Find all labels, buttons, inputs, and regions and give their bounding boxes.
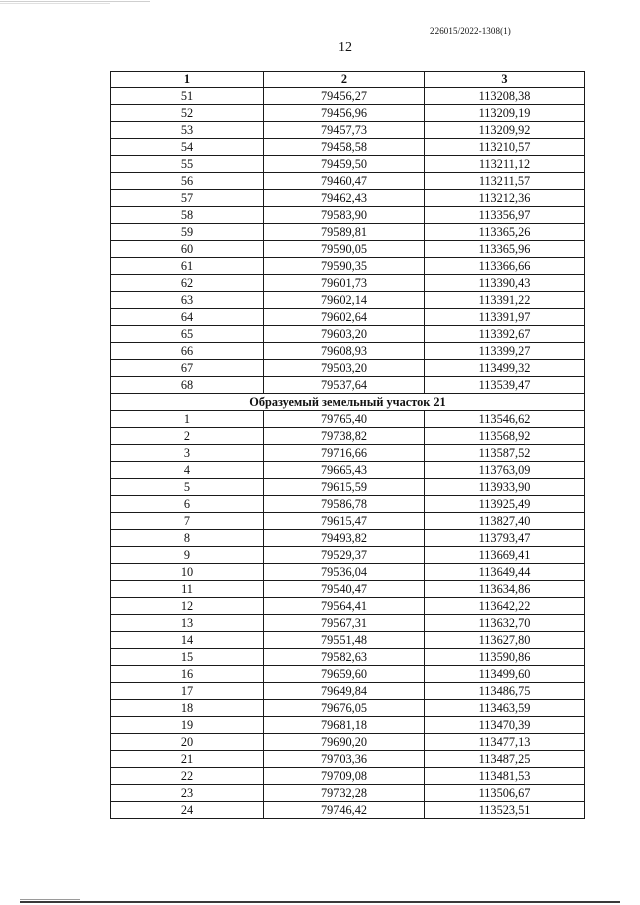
table-row (111, 717, 585, 734)
point-number-cell: 66 (111, 343, 264, 360)
table-row (111, 496, 585, 513)
point-number-cell: 6 (111, 496, 264, 513)
x-coordinate-cell: 79551,48 (264, 632, 425, 649)
table-row (111, 241, 585, 258)
x-coordinate-cell: 79456,27 (264, 88, 425, 105)
y-coordinate-cell: 113399,27 (425, 343, 585, 360)
x-coordinate-cell: 79460,47 (264, 173, 425, 190)
x-coordinate-cell: 79746,42 (264, 802, 425, 819)
y-coordinate-cell: 113390,43 (425, 275, 585, 292)
table-row (111, 547, 585, 564)
y-coordinate-cell: 113481,53 (425, 768, 585, 785)
table-row (111, 326, 585, 343)
y-coordinate-cell: 113391,97 (425, 309, 585, 326)
table-row (111, 530, 585, 547)
column-header: 2 (264, 72, 425, 88)
x-coordinate-cell: 79665,43 (264, 462, 425, 479)
point-number-cell: 61 (111, 258, 264, 275)
point-number-cell: 4 (111, 462, 264, 479)
y-coordinate-cell: 113506,67 (425, 785, 585, 802)
table-row (111, 666, 585, 683)
x-coordinate-cell: 79676,05 (264, 700, 425, 717)
point-number-cell: 58 (111, 207, 264, 224)
table-row (111, 224, 585, 241)
page-number: 12 (338, 40, 352, 55)
x-coordinate-cell: 79716,66 (264, 445, 425, 462)
x-coordinate-cell: 79615,59 (264, 479, 425, 496)
table-row (111, 139, 585, 156)
point-number-cell: 57 (111, 190, 264, 207)
x-coordinate-cell: 79649,84 (264, 683, 425, 700)
table-header-row (111, 72, 585, 88)
table-row (111, 700, 585, 717)
table-row (111, 173, 585, 190)
table-row (111, 632, 585, 649)
y-coordinate-cell: 113669,41 (425, 547, 585, 564)
y-coordinate-cell: 113477,13 (425, 734, 585, 751)
y-coordinate-cell: 113487,25 (425, 751, 585, 768)
point-number-cell: 54 (111, 139, 264, 156)
x-coordinate-cell: 79493,82 (264, 530, 425, 547)
x-coordinate-cell: 79537,64 (264, 377, 425, 394)
x-coordinate-cell: 79586,78 (264, 496, 425, 513)
x-coordinate-cell: 79459,50 (264, 156, 425, 173)
x-coordinate-cell: 79462,43 (264, 190, 425, 207)
table-row (111, 292, 585, 309)
table-row (111, 343, 585, 360)
table-row (111, 190, 585, 207)
point-number-cell: 65 (111, 326, 264, 343)
y-coordinate-cell: 113499,60 (425, 666, 585, 683)
table-row (111, 462, 585, 479)
section-title: Образуемый земельный участок 21 (111, 394, 585, 411)
point-number-cell: 14 (111, 632, 264, 649)
table-row (111, 802, 585, 819)
table-row (111, 360, 585, 377)
x-coordinate-cell: 79503,20 (264, 360, 425, 377)
x-coordinate-cell: 79738,82 (264, 428, 425, 445)
y-coordinate-cell: 113793,47 (425, 530, 585, 547)
table-row (111, 734, 585, 751)
x-coordinate-cell: 79608,93 (264, 343, 425, 360)
section-row (111, 394, 585, 411)
top-scan-edge (0, 0, 640, 6)
point-number-cell: 16 (111, 666, 264, 683)
table-body (111, 88, 585, 819)
x-coordinate-cell: 79615,47 (264, 513, 425, 530)
table-row (111, 785, 585, 802)
point-number-cell: 19 (111, 717, 264, 734)
x-coordinate-cell: 79583,90 (264, 207, 425, 224)
table-row (111, 598, 585, 615)
y-coordinate-cell: 113627,80 (425, 632, 585, 649)
y-coordinate-cell: 113933,90 (425, 479, 585, 496)
point-number-cell: 22 (111, 768, 264, 785)
y-coordinate-cell: 113212,36 (425, 190, 585, 207)
y-coordinate-cell: 113523,51 (425, 802, 585, 819)
y-coordinate-cell: 113827,40 (425, 513, 585, 530)
point-number-cell: 5 (111, 479, 264, 496)
x-coordinate-cell: 79602,64 (264, 309, 425, 326)
y-coordinate-cell: 113632,70 (425, 615, 585, 632)
point-number-cell: 55 (111, 156, 264, 173)
y-coordinate-cell: 113209,92 (425, 122, 585, 139)
x-coordinate-cell: 79564,41 (264, 598, 425, 615)
x-coordinate-cell: 79603,20 (264, 326, 425, 343)
point-number-cell: 20 (111, 734, 264, 751)
x-coordinate-cell: 79456,96 (264, 105, 425, 122)
point-number-cell: 56 (111, 173, 264, 190)
y-coordinate-cell: 113365,26 (425, 224, 585, 241)
x-coordinate-cell: 79457,73 (264, 122, 425, 139)
x-coordinate-cell: 79590,35 (264, 258, 425, 275)
y-coordinate-cell: 113649,44 (425, 564, 585, 581)
x-coordinate-cell: 79602,14 (264, 292, 425, 309)
point-number-cell: 10 (111, 564, 264, 581)
table-row (111, 564, 585, 581)
x-coordinate-cell: 79536,04 (264, 564, 425, 581)
point-number-cell: 51 (111, 88, 264, 105)
table-row (111, 122, 585, 139)
table-row (111, 156, 585, 173)
y-coordinate-cell: 113208,38 (425, 88, 585, 105)
point-number-cell: 59 (111, 224, 264, 241)
point-number-cell: 53 (111, 122, 264, 139)
point-number-cell: 15 (111, 649, 264, 666)
table-row (111, 207, 585, 224)
point-number-cell: 1 (111, 411, 264, 428)
y-coordinate-cell: 113211,57 (425, 173, 585, 190)
y-coordinate-cell: 113587,52 (425, 445, 585, 462)
x-coordinate-cell: 79589,81 (264, 224, 425, 241)
document-id: 226015/2022-1308(1) (430, 26, 511, 36)
y-coordinate-cell: 113546,62 (425, 411, 585, 428)
table-row (111, 649, 585, 666)
table-row (111, 275, 585, 292)
point-number-cell: 9 (111, 547, 264, 564)
point-number-cell: 12 (111, 598, 264, 615)
point-number-cell: 52 (111, 105, 264, 122)
point-number-cell: 17 (111, 683, 264, 700)
table-row (111, 683, 585, 700)
table-row (111, 258, 585, 275)
point-number-cell: 63 (111, 292, 264, 309)
table-row (111, 105, 585, 122)
point-number-cell: 2 (111, 428, 264, 445)
point-number-cell: 64 (111, 309, 264, 326)
y-coordinate-cell: 113211,12 (425, 156, 585, 173)
y-coordinate-cell: 113539,47 (425, 377, 585, 394)
table-row (111, 377, 585, 394)
point-number-cell: 21 (111, 751, 264, 768)
x-coordinate-cell: 79765,40 (264, 411, 425, 428)
y-coordinate-cell: 113209,19 (425, 105, 585, 122)
point-number-cell: 13 (111, 615, 264, 632)
table-row (111, 445, 585, 462)
x-coordinate-cell: 79601,73 (264, 275, 425, 292)
table-row (111, 309, 585, 326)
y-coordinate-cell: 113470,39 (425, 717, 585, 734)
y-coordinate-cell: 113634,86 (425, 581, 585, 598)
y-coordinate-cell: 113463,59 (425, 700, 585, 717)
coordinates-table-container (110, 71, 584, 819)
point-number-cell: 8 (111, 530, 264, 547)
table-row (111, 751, 585, 768)
x-coordinate-cell: 79458,58 (264, 139, 425, 156)
x-coordinate-cell: 79529,37 (264, 547, 425, 564)
point-number-cell: 18 (111, 700, 264, 717)
table-row (111, 428, 585, 445)
point-number-cell: 11 (111, 581, 264, 598)
table-row (111, 88, 585, 105)
y-coordinate-cell: 113391,22 (425, 292, 585, 309)
column-header: 1 (111, 72, 264, 88)
point-number-cell: 24 (111, 802, 264, 819)
y-coordinate-cell: 113392,67 (425, 326, 585, 343)
x-coordinate-cell: 79540,47 (264, 581, 425, 598)
y-coordinate-cell: 113210,57 (425, 139, 585, 156)
coordinates-table (110, 71, 585, 819)
x-coordinate-cell: 79732,28 (264, 785, 425, 802)
y-coordinate-cell: 113366,66 (425, 258, 585, 275)
y-coordinate-cell: 113499,32 (425, 360, 585, 377)
table-row (111, 615, 585, 632)
x-coordinate-cell: 79703,36 (264, 751, 425, 768)
point-number-cell: 68 (111, 377, 264, 394)
column-header: 3 (425, 72, 585, 88)
table-row (111, 479, 585, 496)
table-row (111, 768, 585, 785)
table-row (111, 411, 585, 428)
x-coordinate-cell: 79567,31 (264, 615, 425, 632)
y-coordinate-cell: 113365,96 (425, 241, 585, 258)
y-coordinate-cell: 113568,92 (425, 428, 585, 445)
y-coordinate-cell: 113925,49 (425, 496, 585, 513)
x-coordinate-cell: 79659,60 (264, 666, 425, 683)
table-row (111, 513, 585, 530)
point-number-cell: 60 (111, 241, 264, 258)
table-row (111, 581, 585, 598)
point-number-cell: 62 (111, 275, 264, 292)
point-number-cell: 67 (111, 360, 264, 377)
y-coordinate-cell: 113590,86 (425, 649, 585, 666)
y-coordinate-cell: 113642,22 (425, 598, 585, 615)
x-coordinate-cell: 79709,08 (264, 768, 425, 785)
y-coordinate-cell: 113763,09 (425, 462, 585, 479)
y-coordinate-cell: 113356,97 (425, 207, 585, 224)
point-number-cell: 7 (111, 513, 264, 530)
y-coordinate-cell: 113486,75 (425, 683, 585, 700)
point-number-cell: 23 (111, 785, 264, 802)
x-coordinate-cell: 79690,20 (264, 734, 425, 751)
x-coordinate-cell: 79590,05 (264, 241, 425, 258)
x-coordinate-cell: 79681,18 (264, 717, 425, 734)
point-number-cell: 3 (111, 445, 264, 462)
bottom-scan-edge (0, 899, 640, 905)
x-coordinate-cell: 79582,63 (264, 649, 425, 666)
